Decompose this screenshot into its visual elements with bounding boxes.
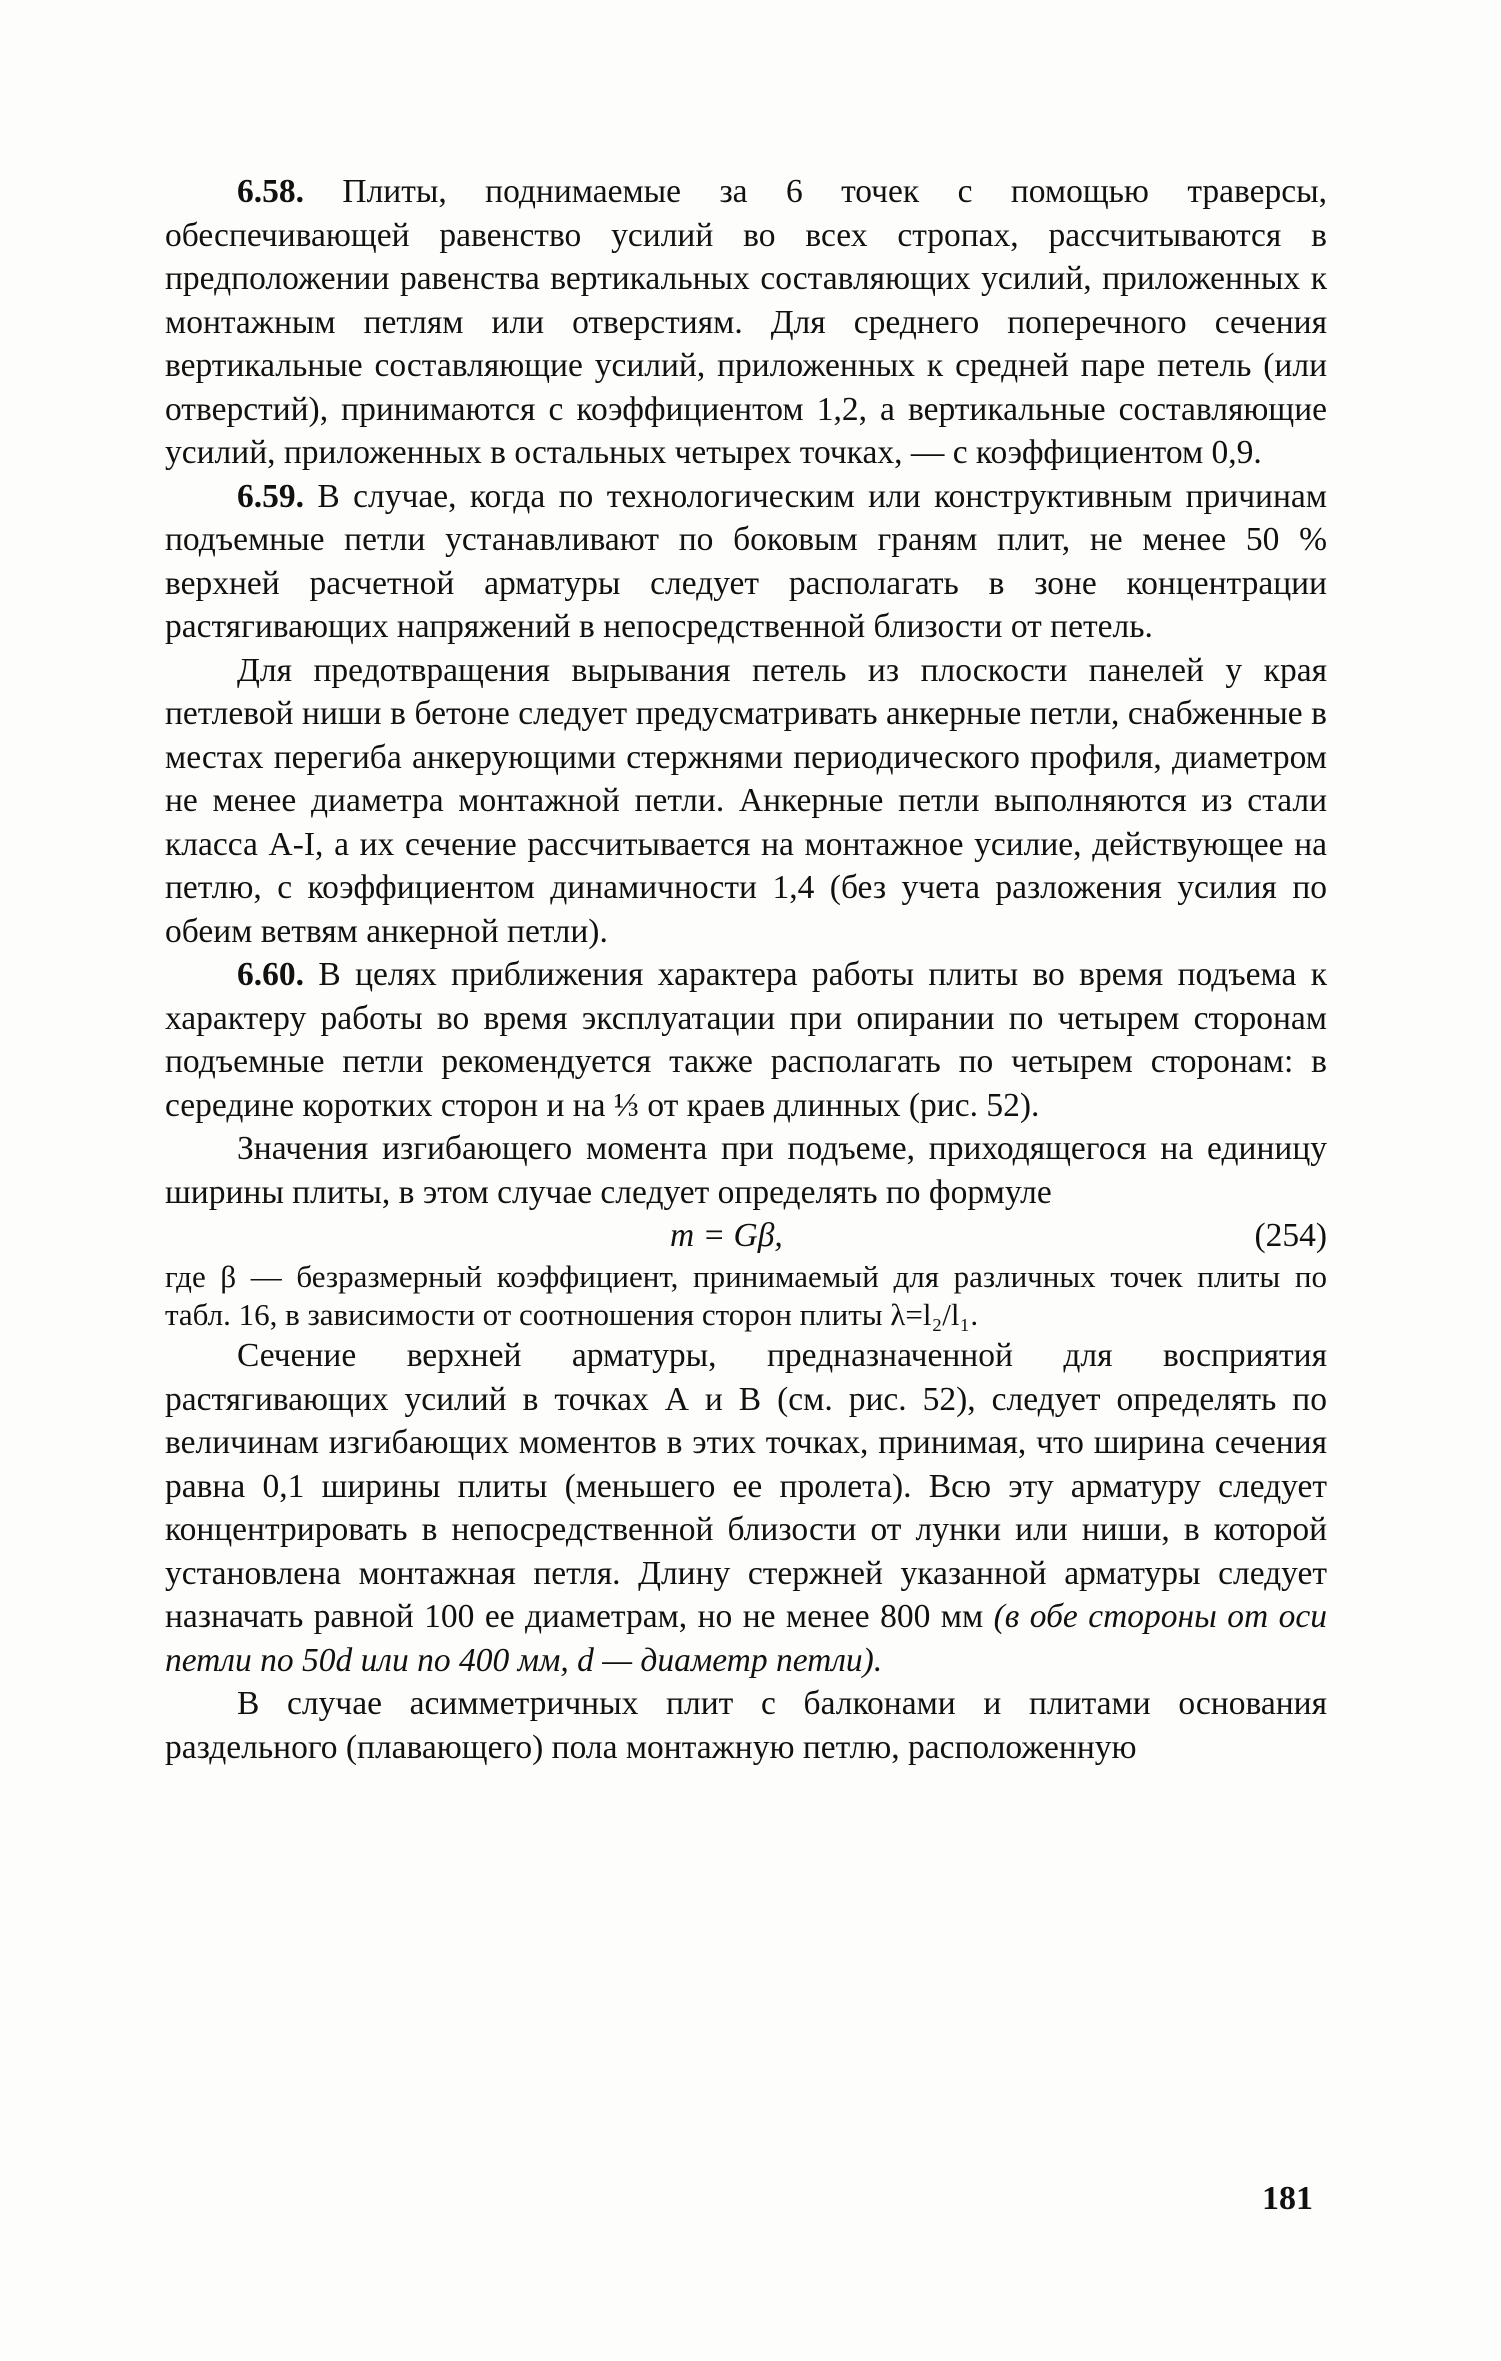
- formula-254: [165, 1214, 1327, 1258]
- paragraph-anchor-loops: Для предотвращения вырывания петель из плоскости панелей у края петлевой ниши в бетоне следует предусматривать анкерные петли, снабженные в местах перегиба анкерующими стержнями периодического профиля, диаметром не менее диаметра монтажной петли. Анкерные петли выполняются из стали класса А-I, а их сечение рассчитывается на монтажное усилие, действующее на петлю, с коэффициентом динамичности 1,4 (без учета разложения усилия по обеим ветвям анкерной петли).: [165, 651, 1327, 950]
- paragraph-bending-moment: Значения изгибающего момента при подъеме, приходящегося на единицу ширины плиты, в этом случае следует определять по формуле: [165, 1130, 1327, 1211]
- paragraph-6-59: [165, 475, 1327, 649]
- paragraph-text: В целях приближения характера работы плиты во время подъема к характеру работы во время эксплуатации при опирании по четырем сторонам подъемные петли рекомендуется также располагать по четырем сторонам: в середине коротких сторон и на ⅓ от краев длинных (рис. 52).: [165, 956, 1327, 1124]
- paragraph-text: Сечение верхней арматуры, предназначенной для восприятия растягивающих усилий в точках А и В (см. рис. 52), следует определять по величинам изгибающих моментов в этих точках, принимая, что ширина сечения равна 0,1 ширины плиты (меньшего ее пролета). Всю эту арматуру следует концентрировать в непосредственной близости от лунки или ниши, в которой установлена монтажная петля. Длину стержней указанной арматуры следует назначать равной 100 ее диаметрам, но не менее 800 мм: [165, 1337, 1327, 1635]
- clause-number: 6.60.: [237, 956, 304, 993]
- body-text: [165, 170, 1327, 1769]
- paragraph-6-60: [165, 953, 1327, 1127]
- formula-number: (254): [1254, 1217, 1327, 1254]
- paragraph-reinforcement-section: [165, 1334, 1327, 1682]
- paragraph-where-beta: где β — безразмерный коэффициент, принимаемый для различных точек плиты по табл. 16, в зависимости от соотношения сторон плиты λ=l₂/l₁.: [165, 1259, 1327, 1332]
- page-number: 181: [1262, 2180, 1313, 2217]
- paragraph-asymmetric-slabs: В случае асимметричных плит с балконами и плитами основания раздельного (плавающего) пола монтажную петлю, расположенную: [165, 1685, 1327, 1766]
- paragraph-text: Плиты, поднимаемые за 6 точек с помощью траверсы, обеспечивающей равенство усилий во всех стропах, рассчитываются в предположении равенства вертикальных составляющих усилий, приложенных к монтажным петлям или отверстиям. Для среднего поперечного сечения вертикальные составляющие усилий, приложенных к средней паре петель (или отверстий), принимаются с коэффициентом 1,2, а вертикальные составляющие усилий, приложенных в остальных четырех точках, — с коэффициентом 0,9.: [165, 173, 1327, 471]
- paragraph-text: В случае, когда по технологическим или конструктивным причинам подъемные петли устанавливают по боковым граням плит, не менее 50 % верхней расчетной арматуры следует располагать в зоне концентрации растягивающих напряжений в непосредственной близости от петель.: [165, 477, 1327, 645]
- formula-expression: m = Gβ,: [670, 1217, 783, 1254]
- clause-number: 6.59.: [237, 477, 304, 515]
- clause-number: 6.58.: [237, 173, 304, 210]
- paragraph-6-58: [165, 170, 1327, 475]
- paragraph-italic-note: (в обе стороны от оси петли по 50d или по 400 мм, d — диаметр петли).: [165, 1598, 1328, 1679]
